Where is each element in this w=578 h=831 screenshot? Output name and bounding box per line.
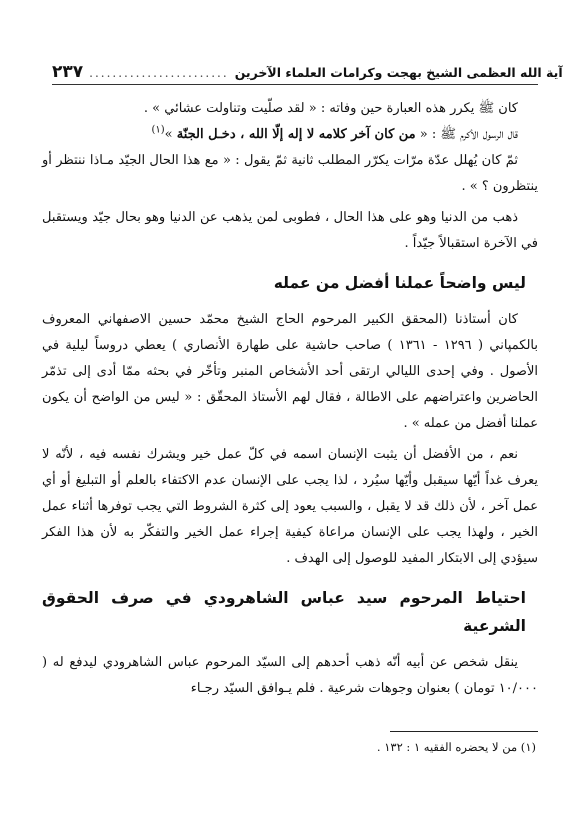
paragraph-6: نعم ، من الأفضل أن يثبت الإنسان اسمه في كلّ عمل خير ويشرك نفسه فيه ، لأنّه لا يعرف غداً أيّها سيقبل وأيّها سيُرد ، لذا يجب على الإنسان عدم الاكتفاء بالعلم أو التبليغ أو أي عمل آخر ، لأن ذلك قد لا يقبل ، والسبب يعود إلى كثرة الشروط التي يجب توفرها أثناء عمل الخير ، ولهذا يجب على الإنسان مراعاة كيفية إجراء عمل الخير والتفكّر به لأن هذا الفكر سيؤدي إلى الابتكار المفيد للوصول إلى الهدف . xyxy=(42,447,538,566)
paragraph-1: كان ﷺ يكرر هذه العبارة حين وفاته : « لقد صلّيت وتناولت عشائي » . xyxy=(143,101,518,116)
page-body xyxy=(42,96,538,702)
paragraph-4: ذهب من الدنيا وهو على هذا الحال ، فطوبى لمن يذهب عن الدنيا وهو بحال جيّد ويستقبل في الآخرة استقبالاً جيّداً . xyxy=(42,210,538,251)
running-header xyxy=(52,62,563,85)
page-number: ۲۳۷ xyxy=(52,62,84,82)
paragraph-5: كان أستاذنا (المحقق الكبير المرحوم الحاج الشيخ محمّد حسين الاصفهاني المعروف بالكمپاني ( ١٢٩٦ - ١٣٦١ ) صاحب حاشية على طهارة الأنصاري ) يعطي دروساً ليلية في الأصول . وفي إحدى الليالي ارتقى أحد الأشخاص المنبر وتأخّر في بحثه ممّا أدى إلى تذمّر الحاضرين واعتراضهم على الاطالة ، فقال لهم الأستاذ المحقّق : « ليس من الواضح أن يكون عملنا أفضل من عمله » . xyxy=(42,312,538,431)
paragraph-2-close: » xyxy=(164,127,177,142)
paragraph-3: ثمّ كان يُهلل عدّة مرّات يكرّر المطلب ثانية ثمّ يقول : « مع هذا الحال الجيّد مـاذا ننتظر أو ينتظرون ؟ » . xyxy=(42,153,538,194)
running-header-title: آية الله العظمى الشيخ بهجت وكرامات العلماء الآخرين xyxy=(234,65,563,80)
paragraph-2 xyxy=(42,122,538,148)
header-leader-dots: ........................ xyxy=(89,66,229,80)
footnote-marker: (١) xyxy=(151,124,165,136)
footnote-divider xyxy=(390,731,538,732)
section-heading-1: ليس واضحاً عملنا أفضل من عمله xyxy=(273,274,526,292)
paragraph-2-intro: قال الرسول الأكرم ﷺ : « xyxy=(415,127,518,142)
section-heading-2: احتياط المرحوم سيد عباس الشاهرودي في صرف الحقوق الشرعية xyxy=(42,589,526,635)
footnote: (١) من لا يحضره الفقيه ١ : ١٣٢ . xyxy=(376,740,536,754)
paragraph-7: ينقل شخص عن أبيه أنّه ذهب أحدهم إلى السيّد المرحوم عباس الشاهرودي ليدفع له ( ١٠/٠٠٠ تومان ) بعنوان وجوهات شرعية . فلم يـوافق السيّد رجـاء xyxy=(42,655,538,696)
hadith-quote: من كان آخر كلامه لا إله إلّا الله ، دخـل الجنّة xyxy=(176,127,416,142)
